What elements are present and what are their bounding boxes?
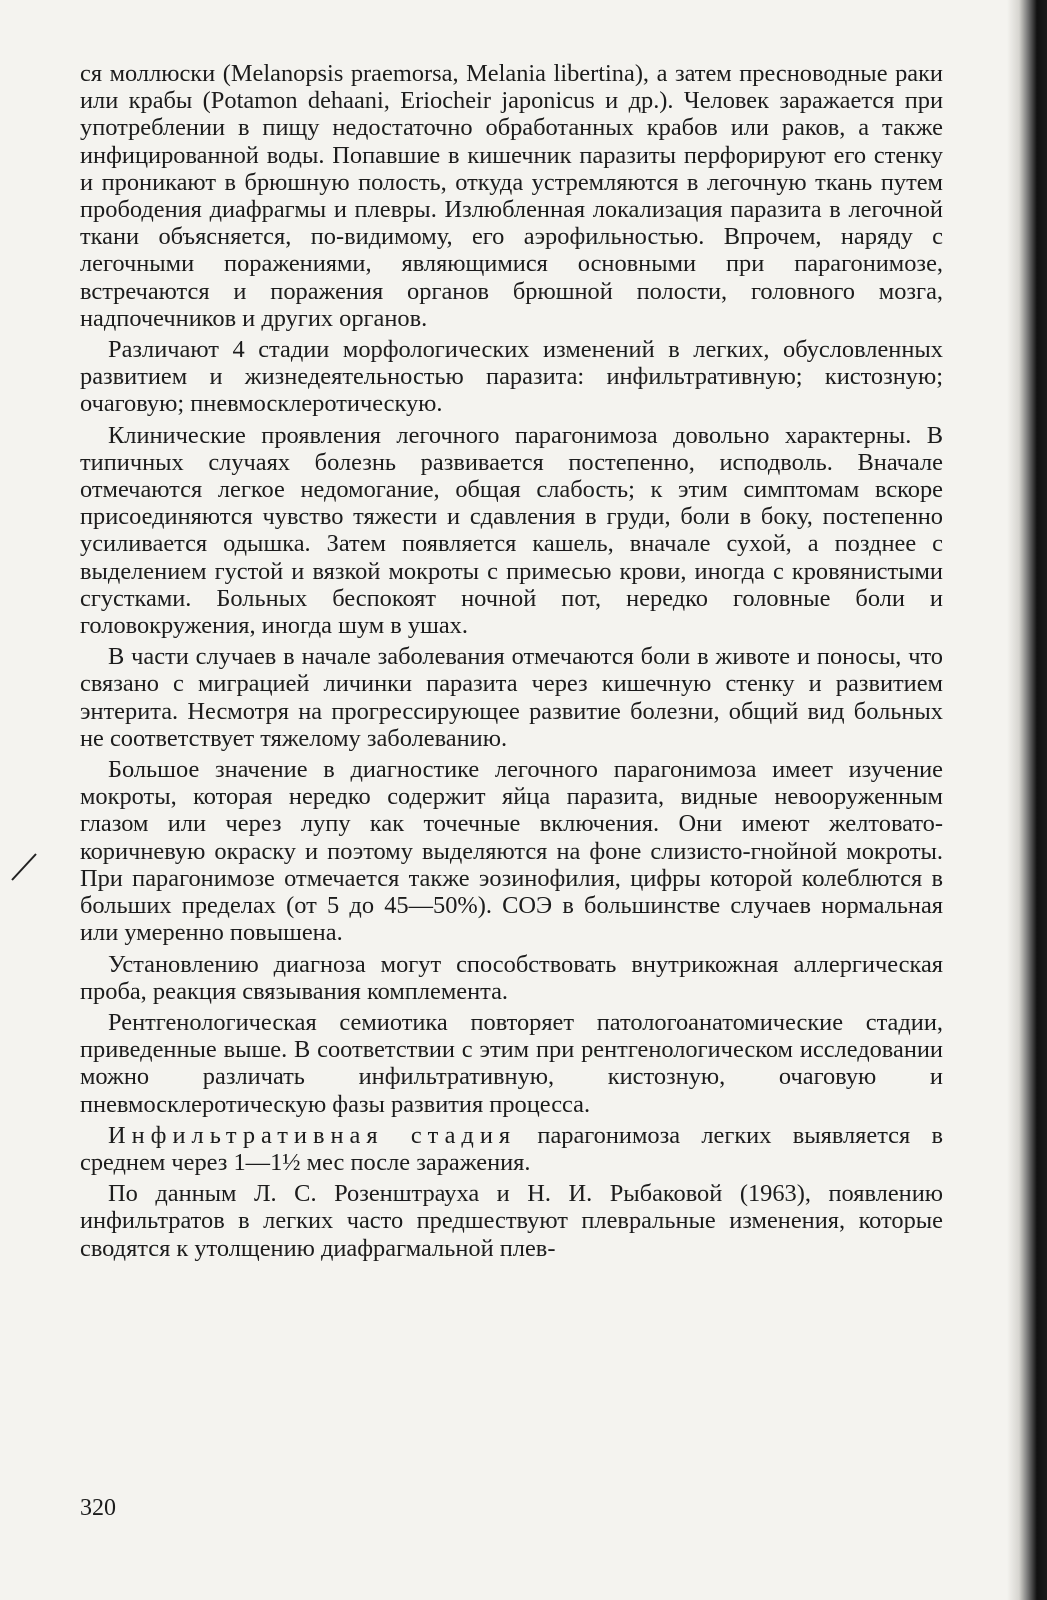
book-spine-shadow	[1007, 0, 1047, 1600]
spaced-heading: Инфильтративная стадия	[108, 1121, 517, 1149]
page-text	[80, 60, 943, 1266]
paragraph: Большое значение в диагностике легочного парагонимоза имеет изучение мокроты, которая нередко содержит яйца паразита, видные невооруженным глазом или через лупу как точечные включения. Они имеют желтовато-коричневую окраску и поэтому выделяются на фоне слизисто-гнойной мокроты. При парагонимозе отмечается также эозинофилия, цифры которой колеблются в больших пределах (от 5 до 45—50%). СОЭ в большинстве случаев нормальная или умеренно повышена.	[80, 756, 943, 947]
paragraph: Клинические проявления легочного парагонимоза довольно характерны. В типичных случаях болезнь развивается постепенно, исподволь. Вначале отмечаются легкое недомогание, общая слабость; к этим симптомам вскоре присоединяются чувство тяжести и сдавления в груди, боли в боку, постепенно усиливается одышка. Затем появляется кашель, вначале сухой, а позднее с выделением густой и вязкой мокроты с примесью крови, иногда с кровянистыми сгустками. Больных беспокоят ночной пот, нередко головные боли и головокружения, иногда шум в ушах.	[80, 421, 943, 640]
paragraph: Различают 4 стадии морфологических изменений в легких, обусловленных развитием и жизнедеятельностью паразита: инфильтративную; кистозную; очаговую; пневмосклеротическую.	[80, 336, 943, 418]
paragraph-rest: парагонимоза легких выявляется в среднем через 1—1½ мес после заражения.	[80, 1121, 944, 1176]
paragraph: В части случаев в начале заболевания отмечаются боли в животе и поносы, что связано с миграцией личинки паразита через кишечную стенку и развитием энтерита. Несмотря на прогрессирующее развитие болезни, общий вид больных не соответствует тяжелому заболеванию.	[80, 643, 943, 752]
pencil-mark	[10, 852, 38, 882]
paragraph-infiltrative-stage	[80, 1122, 943, 1176]
paragraph: Установлению диагноза могут способствовать внутрикожная аллергическая проба, реакция связывания комплемента.	[80, 950, 943, 1005]
paragraph: По данным Л. С. Розенштрауха и Н. И. Рыбаковой (1963), появлению инфильтратов в легких часто предшествуют плевральные изменения, которые сводятся к утолщению диафрагмальной плев-	[80, 1180, 943, 1262]
paragraph: ся моллюски (Melanopsis praemorsa, Melania libertina), а затем пресноводные раки или крабы (Potamon dehaani, Eriocheir japonicus и др.). Человек заражается при употреблении в пищу недостаточно обработанных крабов или раков, а также инфицированной воды. Попавшие в кишечник паразиты перфорируют его стенку и проникают в брюшную полость, откуда устремляются в легочную ткань путем прободения диафрагмы и плевры. Излюбленная локализация паразита в легочной ткани объясняется, по-видимому, его аэрофильностью. Впрочем, наряду с легочными поражениями, являющимися основными при парагонимозе, встречаются и поражения органов брюшной полости, головного мозга, надпочечников и других органов.	[80, 60, 943, 332]
page-number: 320	[80, 1495, 116, 1521]
paragraph: Рентгенологическая семиотика повторяет патологоанатомические стадии, приведенные выше. В соответствии с этим при рентгенологическом исследовании можно различать инфильтративную, кистозную, очаговую и пневмосклеротическую фазы развития процесса.	[80, 1008, 943, 1118]
